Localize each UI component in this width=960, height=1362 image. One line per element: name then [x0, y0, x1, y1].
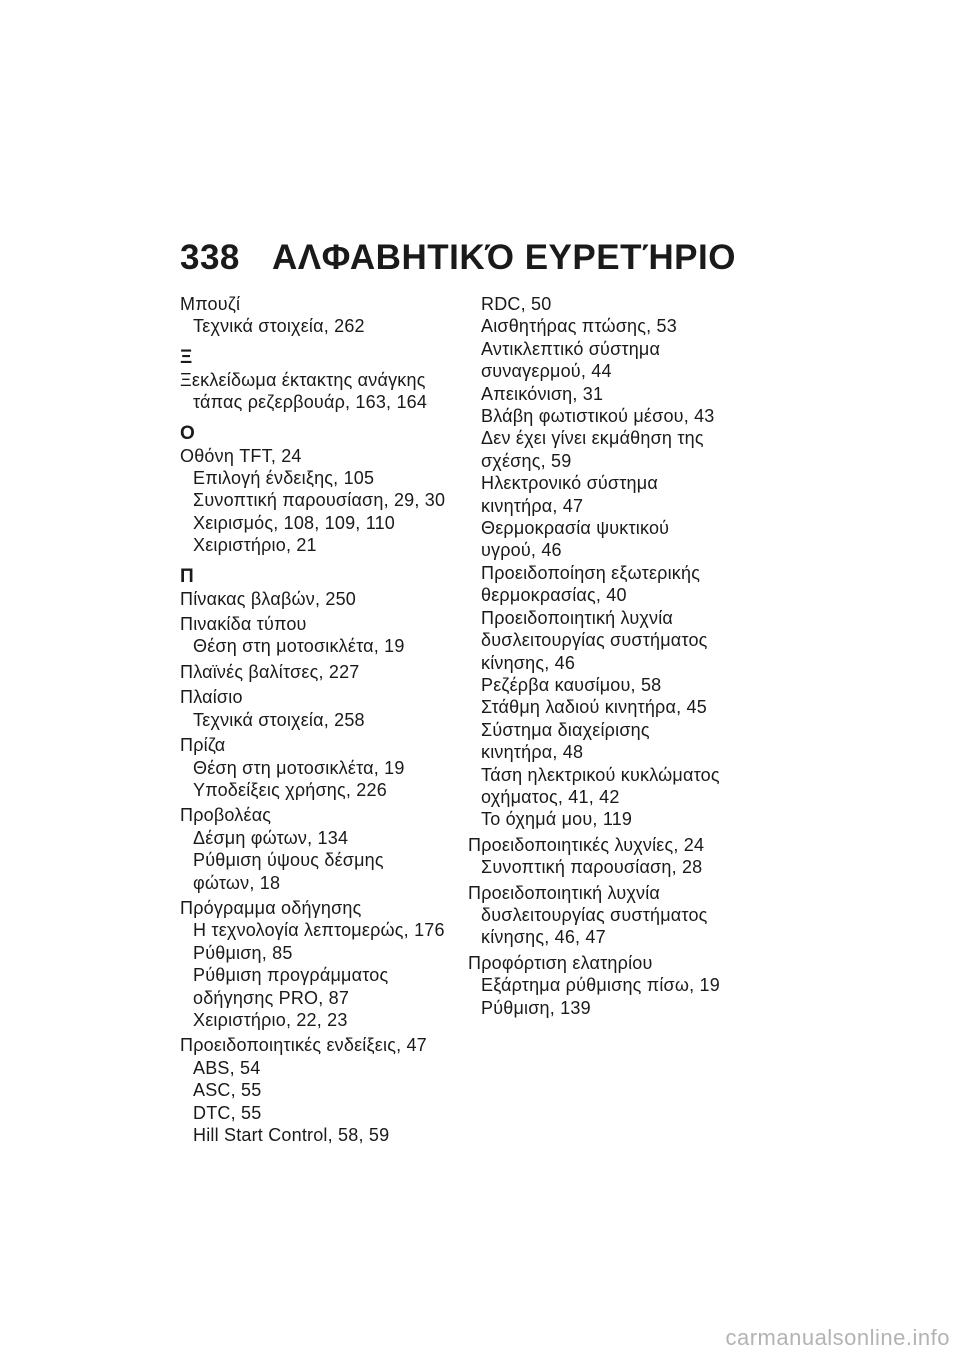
index-subentry: Θέση στη μοτοσικλέτα, 19: [193, 636, 405, 657]
index-entry: Προειδοποιητικές λυχνίες, 24: [468, 834, 705, 855]
index-subentry: Ηλεκτρονικό σύστημα: [481, 473, 658, 494]
index-subentry: Το όχημά μου, 119: [481, 809, 633, 830]
index-letter-heading: Π: [180, 565, 194, 587]
index-subentry: υγρού, 46: [481, 540, 562, 561]
index-subentry: κίνησης, 46, 47: [481, 927, 606, 948]
index-entry: Πλαϊνές βαλίτσες, 227: [180, 661, 360, 682]
index-entry: Πίνακας βλαβών, 250: [180, 588, 356, 609]
index-subentry: τάπας ρεζερβουάρ, 163, 164: [193, 392, 428, 413]
index-subentry: Ρεζέρβα καυσίμου, 58: [481, 674, 662, 695]
index-subentry: φώτων, 18: [193, 872, 281, 893]
index-subentry: Ρύθμιση, 139: [481, 997, 591, 1018]
index-subentry: Αισθητήρας πτώσης, 53: [481, 316, 677, 337]
index-subentry: ASC, 55: [193, 1080, 262, 1101]
index-subentry: Υποδείξεις χρήσης, 226: [193, 779, 387, 800]
index-entry: Μπουζί: [180, 294, 241, 314]
index-subentry: δυσλειτουργίας συστήματος: [481, 904, 708, 925]
index-subentry: Θερμοκρασία ψυκτικού: [481, 518, 670, 539]
index-subentry: Τεχνικά στοιχεία, 258: [193, 709, 365, 730]
index-entry: Πρίζα: [180, 735, 226, 756]
index-letter-heading: Ξ: [180, 346, 193, 368]
index-subentry: Ρύθμιση, 85: [193, 942, 293, 963]
page-number: 338: [180, 238, 240, 277]
index-entry: Πρόγραμμα οδήγησης: [180, 897, 362, 918]
index-subentry: Επιλογή ένδειξης, 105: [193, 468, 375, 489]
index-subentry: DTC, 55: [193, 1102, 262, 1123]
index-subentry: Η τεχνολογία λεπτομερώς, 176: [193, 920, 445, 941]
index-subentry: σχέσης, 59: [481, 450, 572, 471]
index-subentry: Τάση ηλεκτρικού κυκλώματος: [481, 764, 720, 785]
index-column-left: [180, 293, 465, 1146]
index-subentry: Χειριστήριο, 22, 23: [193, 1009, 348, 1030]
index-subentry: Τεχνικά στοιχεία, 262: [193, 316, 365, 337]
index-subentry: ABS, 54: [193, 1057, 261, 1078]
page-header: [180, 238, 736, 278]
index-subentry: Προειδοποιητική λυχνία: [481, 607, 674, 628]
index-subentry: Εξάρτημα ρύθμισης πίσω, 19: [481, 975, 720, 996]
index-letter-heading: Ο: [180, 422, 195, 444]
index-entry: Πλαίσιο: [180, 687, 243, 708]
index-subentry: RDC, 50: [481, 294, 552, 314]
index-column-right: [468, 293, 758, 1019]
index-entry: Προειδοποιητικές ενδείξεις, 47: [180, 1035, 427, 1056]
index-subentry: Αντικλεπτικό σύστημα: [481, 338, 661, 359]
index-subentry: Στάθμη λαδιού κινητήρα, 45: [481, 697, 707, 718]
index-subentry: οχήματος, 41, 42: [481, 786, 620, 807]
index-subentry: κινητήρα, 48: [481, 742, 584, 763]
index-subentry: κίνησης, 46: [481, 652, 576, 673]
index-subentry: Δεν έχει γίνει εκμάθηση της: [481, 428, 704, 449]
index-subentry: Χειρισμός, 108, 109, 110: [193, 512, 396, 533]
index-entry: Πινακίδα τύπου: [180, 614, 307, 635]
index-subentry: Θέση στη μοτοσικλέτα, 19: [193, 757, 405, 778]
index-entry: Προειδοποιητική λυχνία: [468, 882, 661, 903]
index-subentry: Συνοπτική παρουσίαση, 29, 30: [193, 490, 446, 511]
index-subentry: Ρύθμιση προγράμματος: [193, 965, 389, 986]
index-subentry: Απεικόνιση, 31: [481, 383, 604, 404]
index-subentry: Σύστημα διαχείρισης: [481, 719, 650, 740]
index-subentry: Δέσμη φώτων, 134: [193, 827, 349, 848]
index-subentry: Ρύθμιση ύψους δέσμης: [193, 850, 384, 871]
index-subentry: συναγερμού, 44: [481, 361, 612, 382]
page-title: ΑΛΦΑΒΗΤΙΚΌ ΕΥΡΕΤΉΡΙΟ: [272, 238, 736, 277]
index-entry: Οθόνη TFT, 24: [180, 445, 302, 466]
index-subentry: Βλάβη φωτιστικού μέσου, 43: [481, 406, 715, 427]
index-entry: Ξεκλείδωμα έκτακτης ανάγκης: [180, 369, 426, 390]
index-subentry: κινητήρα, 47: [481, 495, 584, 516]
index-subentry: Hill Start Control, 58, 59: [193, 1125, 390, 1145]
index-subentry: Συνοπτική παρουσίαση, 28: [481, 857, 703, 878]
index-subentry: Προειδοποίηση εξωτερικής: [481, 562, 701, 583]
index-subentry: οδήγησης PRO, 87: [193, 987, 350, 1008]
index-subentry: Χειριστήριο, 21: [193, 535, 317, 556]
index-entry: Προβολέας: [180, 805, 272, 826]
index-subentry: δυσλειτουργίας συστήματος: [481, 630, 708, 651]
index-subentry: θερμοκρασίας, 40: [481, 585, 627, 606]
watermark-link[interactable]: carmanualsonline.info: [725, 1325, 950, 1350]
index-entry: Προφόρτιση ελατηρίου: [468, 952, 653, 973]
